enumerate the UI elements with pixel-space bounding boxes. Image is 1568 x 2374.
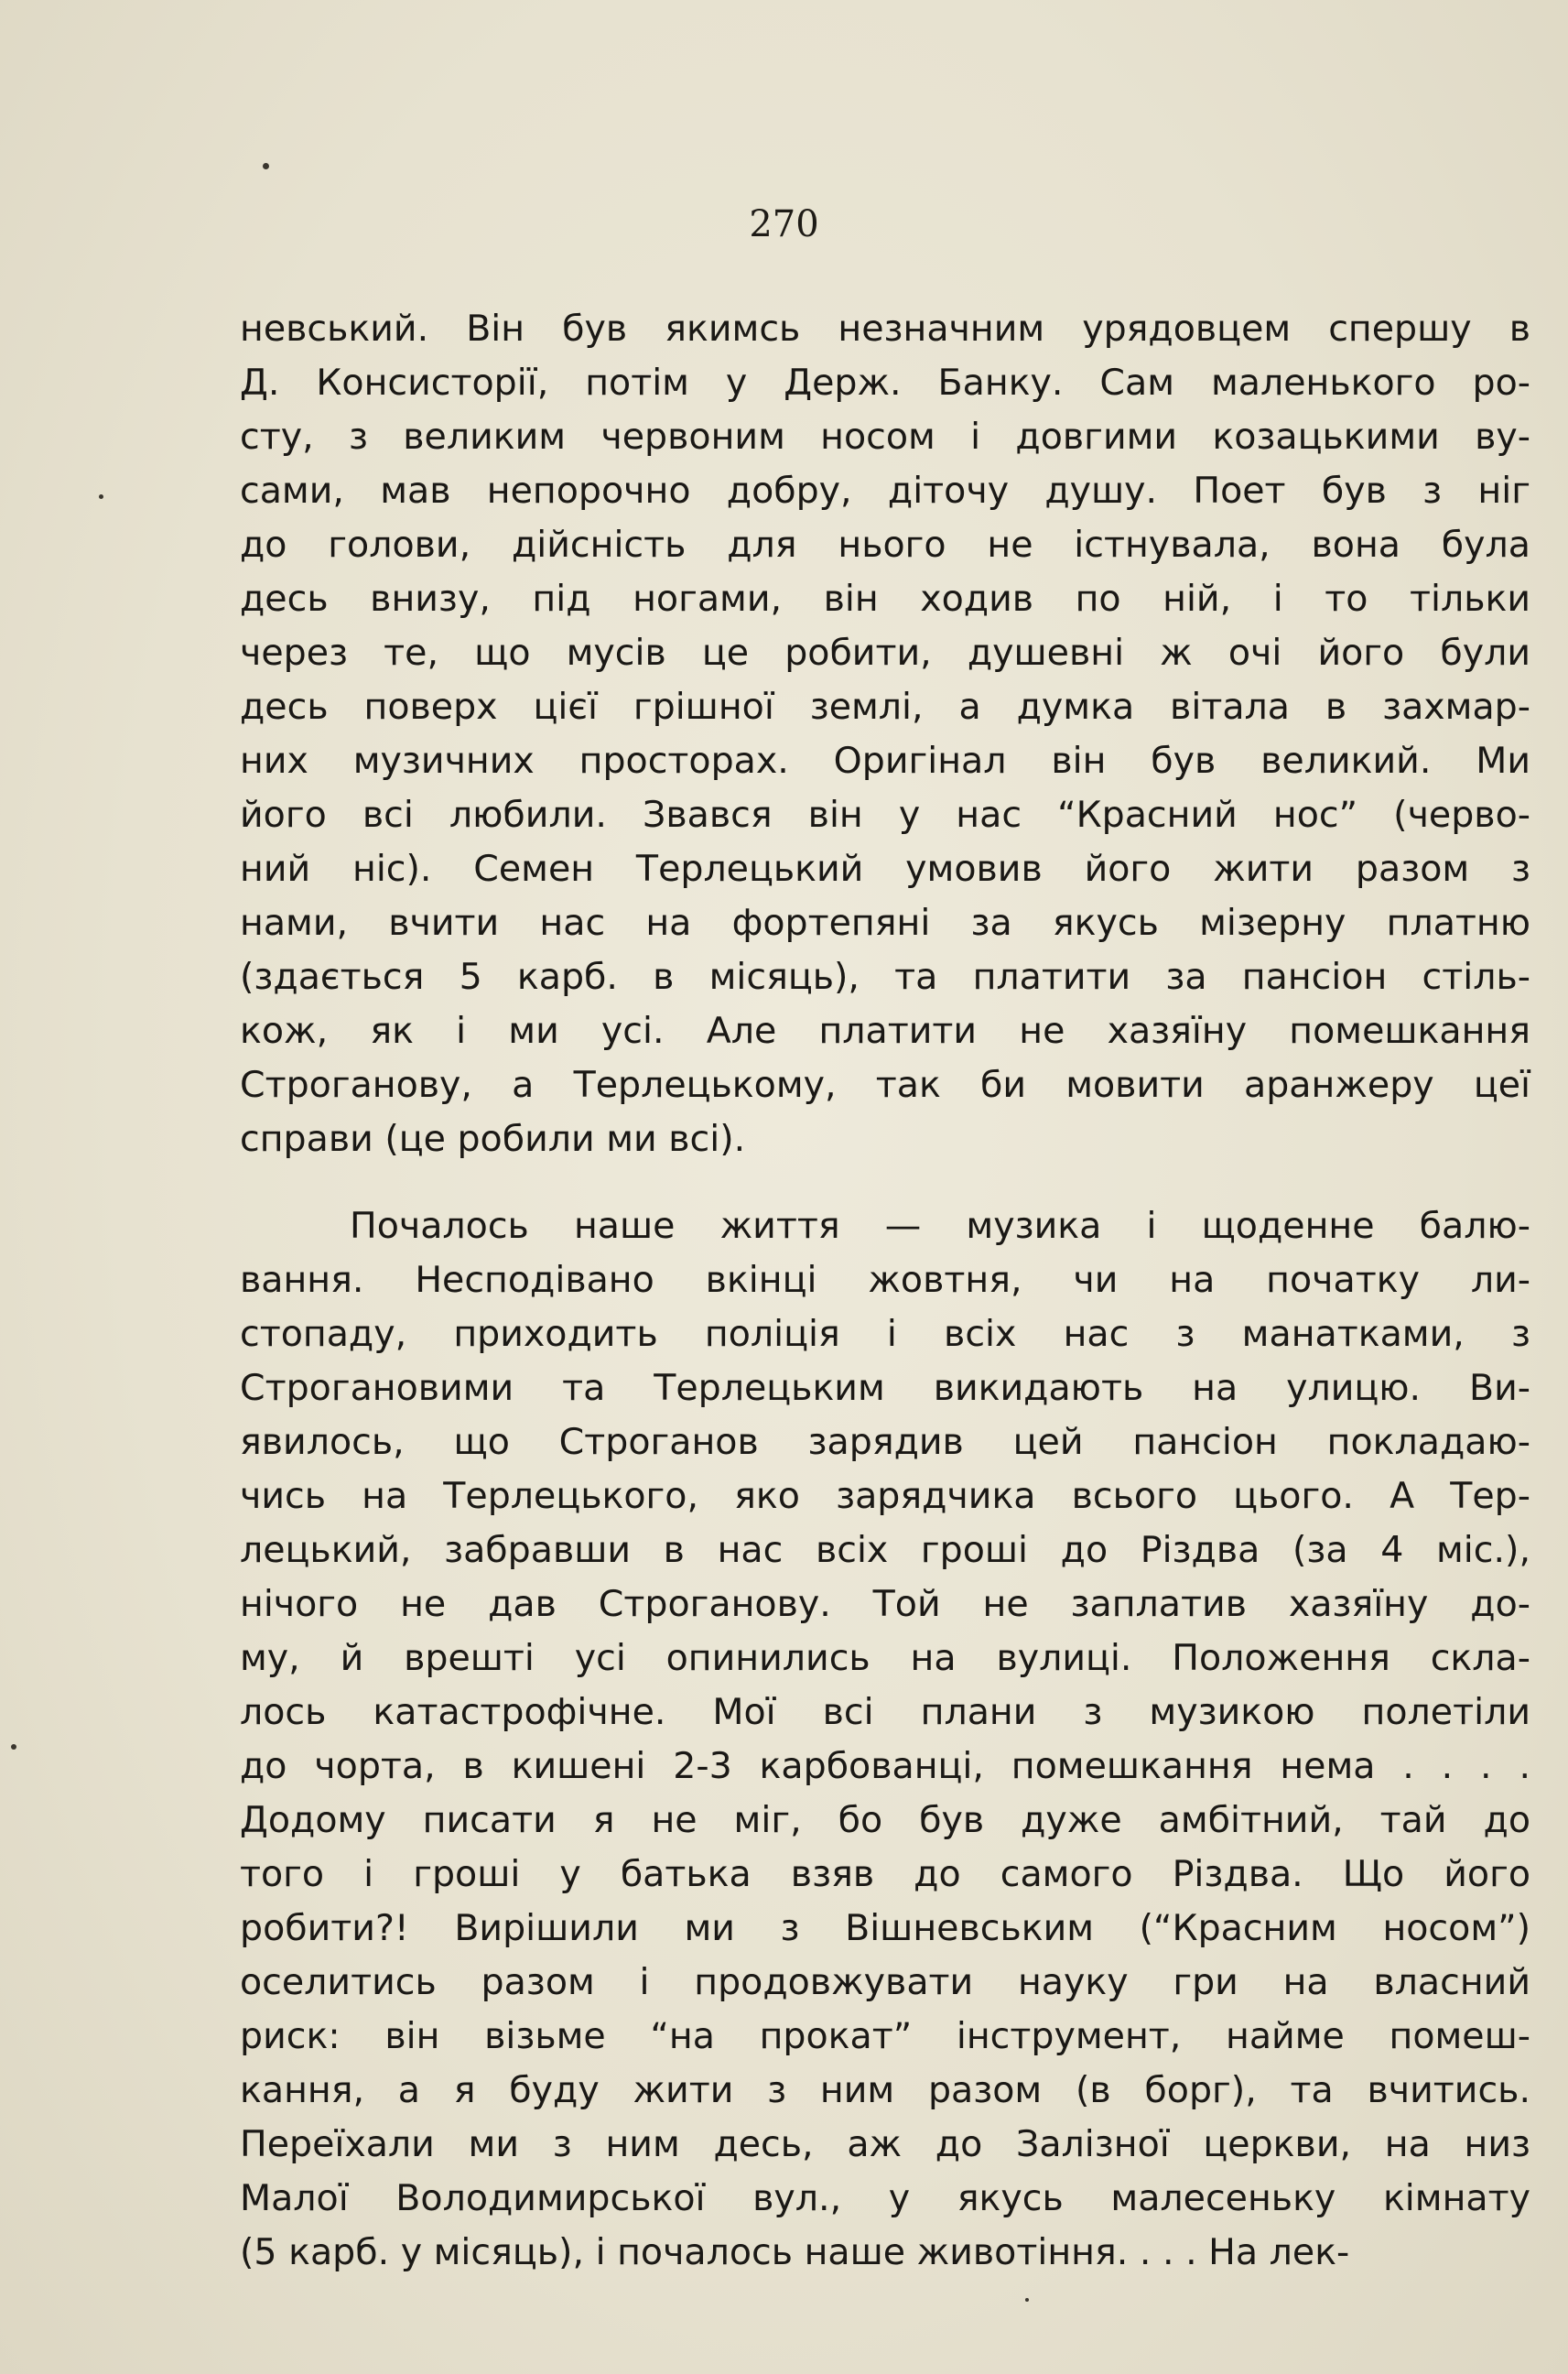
text-line: кож, як і ми усі. Але платити не хазяїну помешкання — [240, 1010, 1530, 1052]
text-line: через те, що мусів це робити, душевні ж очі його були — [240, 632, 1530, 674]
paragraph-1 — [240, 302, 1530, 1166]
text-line: його всі любили. Звався він у нас “Красний нос” (черво- — [240, 794, 1530, 836]
text-line: Почалось наше життя — музика і щоденне балю- — [350, 1205, 1530, 1247]
text-line: Строгановими та Терлецьким викидають на улицю. Ви- — [240, 1367, 1530, 1409]
text-line: невський. Він був якимсь незначним урядовцем спершу в — [240, 308, 1530, 350]
text-line: справи (це робили ми всі). — [240, 1118, 746, 1160]
text-line: оселитись разом і продовжувати науку гри на власний — [240, 1961, 1530, 2003]
text-line: того і гроші у батька взяв до самого Різдва. Що його — [240, 1853, 1530, 1895]
paragraph-spacer — [240, 1166, 1530, 1199]
text-line: десь внизу, під ногами, він ходив по ній, і то тільки — [240, 578, 1530, 620]
text-line: риск: він візьме “на прокат” інструмент, найме помеш- — [240, 2015, 1530, 2057]
text-line: Строганову, а Терлецькому, так би мовити аранжеру цеї — [240, 1064, 1530, 1106]
text-line: кання, а я буду жити з ним разом (в борг), та вчитись. — [240, 2069, 1530, 2111]
text-line: лецький, забравши в нас всіх гроші до Різдва (за 4 міс.), — [240, 1529, 1530, 1571]
text-line: Додому писати я не міг, бо був дуже амбітний, тай до — [240, 1799, 1530, 1841]
text-line: (здається 5 карб. в місяць), та платити за пансіон стіль- — [240, 956, 1530, 998]
text-line: сту, з великим червоним носом і довгими козацькими ву- — [240, 416, 1530, 458]
text-line: явилось, що Строганов зарядив цей пансіон покладаю- — [240, 1421, 1530, 1463]
text-line: робити?! Вирішили ми з Вішневським (“Красним носом”) — [240, 1907, 1530, 1949]
text-line: лось катастрофічне. Мої всі плани з музикою полетіли — [240, 1691, 1530, 1733]
text-line: них музичних просторах. Оригінал він був великий. Ми — [240, 740, 1530, 782]
text-line: (5 карб. у місяць), і почалось наше животіння. . . . На лек- — [240, 2231, 1350, 2273]
text-line: до голови, дійсність для нього не істнувала, вона була — [240, 524, 1530, 566]
text-line: Переїхали ми з ним десь, аж до Залізної церкви, на низ — [240, 2123, 1530, 2165]
text-line: Малої Володимирської вул., у якусь малесеньку кімнату — [240, 2177, 1530, 2219]
body-text — [240, 302, 1530, 2280]
text-line: Д. Консисторії, потім у Держ. Банку. Сам маленького ро- — [240, 362, 1530, 404]
text-line: вання. Несподівано вкінці жовтня, чи на початку ли- — [240, 1259, 1530, 1301]
paper-speck — [11, 1744, 16, 1750]
text-line: десь поверх цієї грішної землі, а думка вітала в захмар- — [240, 686, 1530, 728]
page-number: 270 — [749, 203, 819, 245]
text-line: ний ніс). Семен Терлецький умовив його жити разом з — [240, 848, 1530, 890]
text-line: му, й врешті усі опинились на вулиці. Положення скла- — [240, 1637, 1530, 1679]
text-line: стопаду, приходить поліція і всіх нас з манатками, з — [240, 1313, 1530, 1355]
text-line: до чорта, в кишені 2-3 карбованці, помешкання нема . . . . — [240, 1745, 1530, 1787]
paragraph-2 — [240, 1199, 1530, 2280]
text-line: нами, вчити нас на фортепяні за якусь мізерну платню — [240, 902, 1530, 944]
text-line: нічого не дав Строганову. Той не заплатив хазяїну до- — [240, 1583, 1530, 1625]
paper-speck — [1025, 2298, 1029, 2302]
paper-speck — [99, 494, 103, 499]
text-line: чись на Терлецького, яко зарядчика всього цього. А Тер- — [240, 1475, 1530, 1517]
paper-speck — [263, 163, 269, 169]
text-line: сами, мав непорочно добру, діточу душу. Поет був з ніг — [240, 470, 1530, 512]
